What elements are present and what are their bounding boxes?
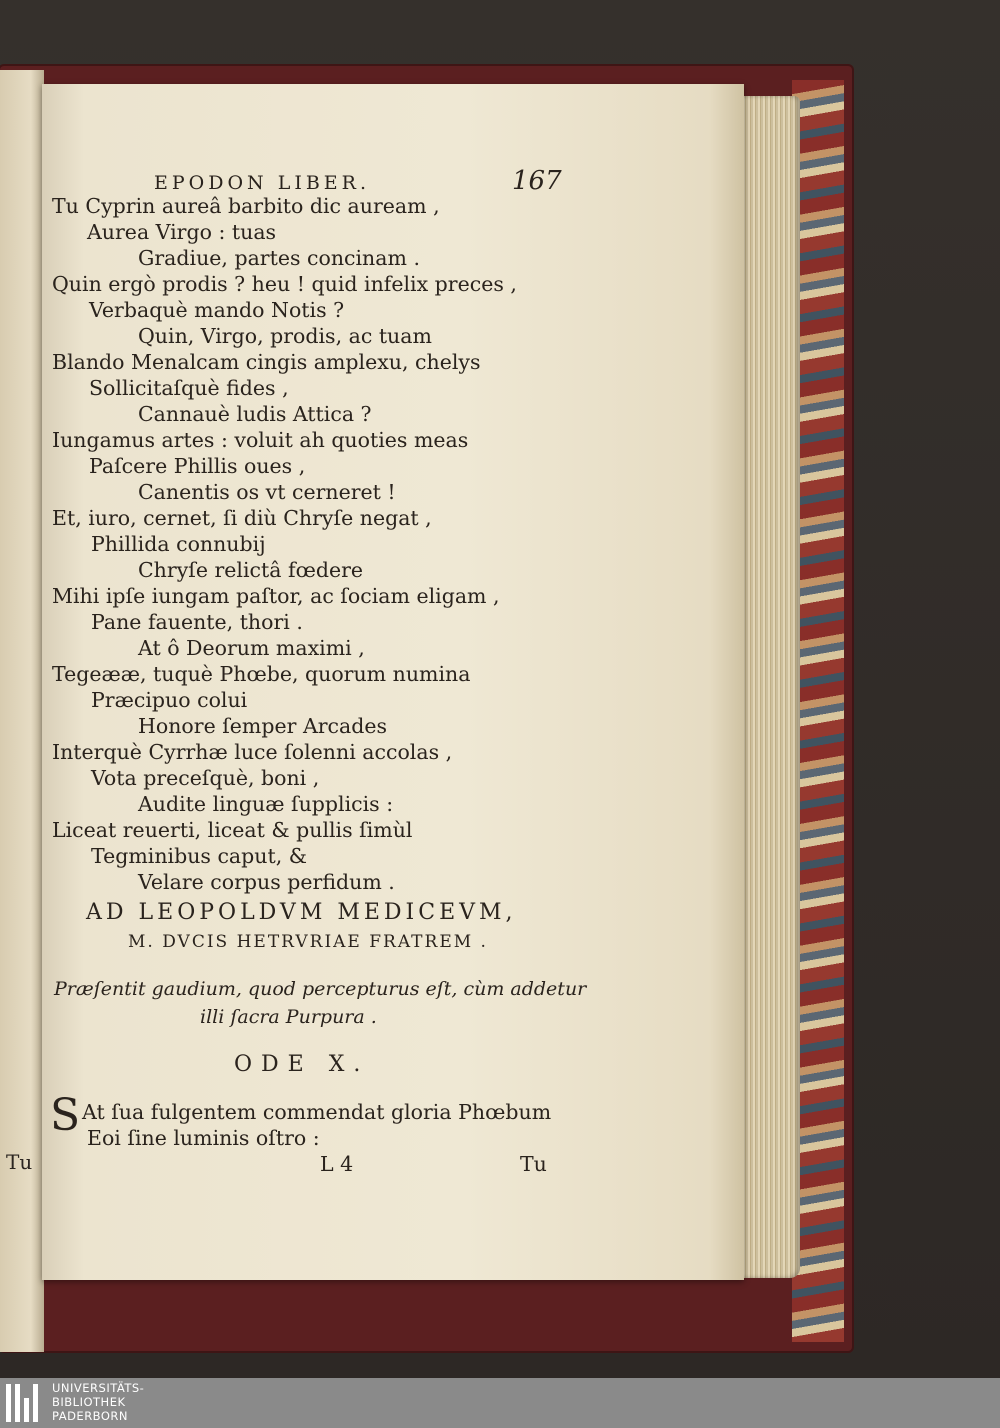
verse-line: Pane fauente, thori . <box>91 610 303 634</box>
ode-subheading: M. DVCIS HETRVRIAE FRATREM . <box>128 932 488 952</box>
logo-line: BIBLIOTHEK <box>52 1395 126 1409</box>
logo-line: UNIVERSITÄTS- <box>52 1381 145 1395</box>
verse-line: Liceat reuerti, liceat & pullis ſimùl <box>52 818 413 842</box>
verse-line: Paſcere Phillis oues , <box>89 454 306 478</box>
left-page-catchword: Tu <box>6 1150 33 1174</box>
verse-line: Et, iuro, cernet, ſi diù Chryſe negat , <box>52 506 432 530</box>
ode-number: ODE X. <box>234 1052 370 1077</box>
verse-line: At ſua fulgentem commendat gloria Phœbum <box>82 1100 552 1124</box>
verse-line: Quin, Virgo, prodis, ac tuam <box>138 324 432 348</box>
verse-line: Quin ergò prodis ? heu ! quid infelix preces , <box>52 272 517 296</box>
argument-line: Præſentit gaudium, quod percepturus eſt, cùm addetur <box>54 978 587 1000</box>
verse-line: Honore ſemper Arcades <box>138 714 388 738</box>
argument-line: illi ſacra Purpura . <box>200 1006 377 1028</box>
verse-line: Sollicitaſquè fides , <box>89 376 289 400</box>
library-logo-icon <box>6 1384 44 1422</box>
verse-line: Tegeææ, tuquè Phœbe, quorum numina <box>52 662 471 686</box>
verse-line: Blando Menalcam cingis amplexu, chelys <box>52 350 481 374</box>
verse-line: Tu Cyprin aureâ barbito dic auream , <box>52 194 440 218</box>
drop-cap: S <box>50 1090 81 1141</box>
verse-line: Velare corpus perfidum . <box>138 870 395 894</box>
verse-line: Gradiue, partes concinam . <box>138 246 420 270</box>
book-page <box>42 84 744 1280</box>
ode-heading: AD LEOPOLDVM MEDICEVM, <box>86 900 517 925</box>
verse-line: Vota preceſquè, boni , <box>91 766 320 790</box>
page-number: 167 <box>512 166 562 196</box>
verse-line: At ô Deorum maximi , <box>138 636 365 660</box>
verse-line: Præcipuo colui <box>91 688 248 712</box>
signature-mark: L 4 <box>320 1152 354 1176</box>
verse-line: Chryſe relictâ fœdere <box>138 558 364 582</box>
running-head: EPODON LIBER. <box>154 172 371 194</box>
library-footer <box>0 1378 1000 1428</box>
verse-line: Aurea Virgo : tuas <box>87 220 277 244</box>
verse-line: Phillida connubij <box>91 532 266 556</box>
verse-line: Canentis os vt cerneret ! <box>138 480 396 504</box>
logo-line: PADERBORN <box>52 1409 129 1423</box>
page-fore-edge <box>736 96 800 1278</box>
verse-line: Verbaquè mando Notis ? <box>89 298 345 322</box>
library-logo-text <box>52 1381 144 1423</box>
verse-line: Cannauè ludis Attica ? <box>138 402 372 426</box>
catchword: Tu <box>520 1152 547 1176</box>
verse-line: Tegminibus caput, & <box>91 844 308 868</box>
verse-line: Eoi ſine luminis oſtro : <box>87 1126 320 1150</box>
verse-line: Audite linguæ ſupplicis : <box>138 792 394 816</box>
verse-line: Interquè Cyrrhæ luce ſolenni accolas , <box>52 740 453 764</box>
verse-line: Mihi ipſe iungam paſtor, ac ſociam eligam , <box>52 584 500 608</box>
verse-line: Iungamus artes : voluit ah quoties meas <box>52 428 469 452</box>
